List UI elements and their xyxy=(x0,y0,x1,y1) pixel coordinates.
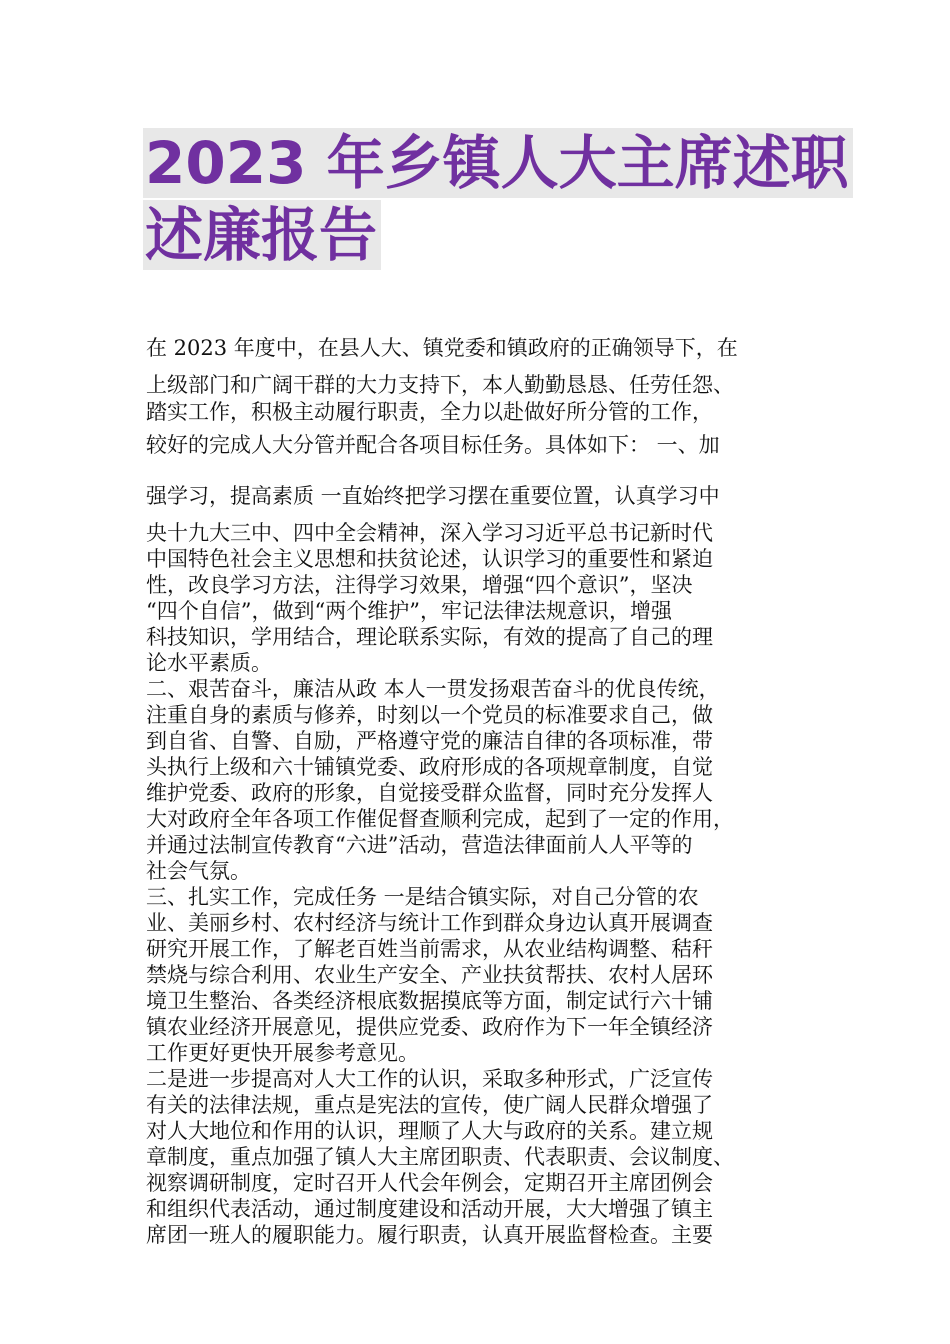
body-line: 有关的法律法规，重点是宪法的宣传，使广阔人民群众增强了 xyxy=(146,1093,713,1117)
body-line: 工作更好更快开展参考意见。 xyxy=(146,1041,419,1065)
body-line: 性，改良学习方法，注得学习效果，增强“四个意识”，坚决 xyxy=(146,573,693,597)
body-line: 视察调研制度，定时召开人代会年例会，定期召开主席团例会 xyxy=(146,1171,713,1195)
body-line: 在 2023 年度中，在县人大、镇党委和镇政府的正确领导下，在 xyxy=(146,336,738,360)
body-line: 禁烧与综合利用、农业生产安全、产业扶贫帮扶、农村人居环 xyxy=(146,963,713,987)
body-line: 对人大地位和作用的认识，理顺了人大与政府的关系。建立规 xyxy=(146,1119,713,1143)
body-line: 二是进一步提高对人大工作的认识，采取多种形式，广泛宣传 xyxy=(146,1067,713,1091)
body-line: 业、美丽乡村、农村经济与统计工作到群众身边认真开展调查 xyxy=(146,911,713,935)
body-line: 中国特色社会主义思想和扶贫论述，认识学习的重要性和紧迫 xyxy=(146,547,713,571)
body-line: 和组织代表活动，通过制度建设和活动开展，大大增强了镇主 xyxy=(146,1197,713,1221)
body-line: 头执行上级和六十铺镇党委、政府形成的各项规章制度，自觉 xyxy=(146,755,713,779)
body-line: 三、扎实工作，完成任务 一是结合镇实际，对自己分管的农 xyxy=(146,885,699,909)
body-line: 强学习，提高素质 一直始终把学习摆在重要位置，认真学习中 xyxy=(146,484,720,508)
body-line: 到自省、自警、自励，严格遵守党的廉洁自律的各项标准，带 xyxy=(146,729,713,753)
body-line: 大对政府全年各项工作催促督查顺利完成，起到了一定的作用， xyxy=(146,807,734,831)
body-line: “四个自信”，做到“两个维护”，牢记法律法规意识，增强 xyxy=(146,599,672,623)
body-line: 研究开展工作，了解老百姓当前需求，从农业结构调整、秸秆 xyxy=(146,937,713,961)
body-line: 席团一班人的履职能力。履行职责，认真开展监督检查。主要 xyxy=(146,1223,713,1247)
body-line: 社会气氛。 xyxy=(146,859,251,883)
body-line: 二、艰苦奋斗，廉洁从政 本人一贯发扬艰苦奋斗的优良传统， xyxy=(146,677,720,701)
body-line: 镇农业经济开展意见，提供应党委、政府作为下一年全镇经济 xyxy=(146,1015,713,1039)
body-line: 章制度，重点加强了镇人大主席团职责、代表职责、会议制度、 xyxy=(146,1145,734,1169)
body-line: 科技知识，学用结合，理论联系实际，有效的提高了自己的理 xyxy=(146,625,713,649)
body-line: 并通过法制宣传教育“六进”活动，营造法律面前人人平等的 xyxy=(146,833,693,857)
body-line: 央十九大三中、四中全会精神，深入学习习近平总书记新时代 xyxy=(146,521,713,545)
document-title-line-2: 述廉报告 xyxy=(143,200,381,270)
body-line: 较好的完成人大分管并配合各项目标任务。具体如下： 一、加 xyxy=(146,433,720,457)
body-line: 踏实工作，积极主动履行职责，全力以赴做好所分管的工作， xyxy=(146,400,713,424)
body-line: 注重自身的素质与修养，时刻以一个党员的标准要求自己，做 xyxy=(146,703,713,727)
body-line: 境卫生整治、各类经济根底数据摸底等方面，制定试行六十铺 xyxy=(146,989,713,1013)
body-line: 上级部门和广阔干群的大力支持下，本人勤勤恳恳、任劳任怨、 xyxy=(146,373,734,397)
body-line: 论水平素质。 xyxy=(146,651,272,675)
body-line: 维护党委、政府的形象，自觉接受群众监督，同时充分发挥人 xyxy=(146,781,713,805)
document-title-line-1: 2023 年乡镇人大主席述职 xyxy=(143,128,853,198)
